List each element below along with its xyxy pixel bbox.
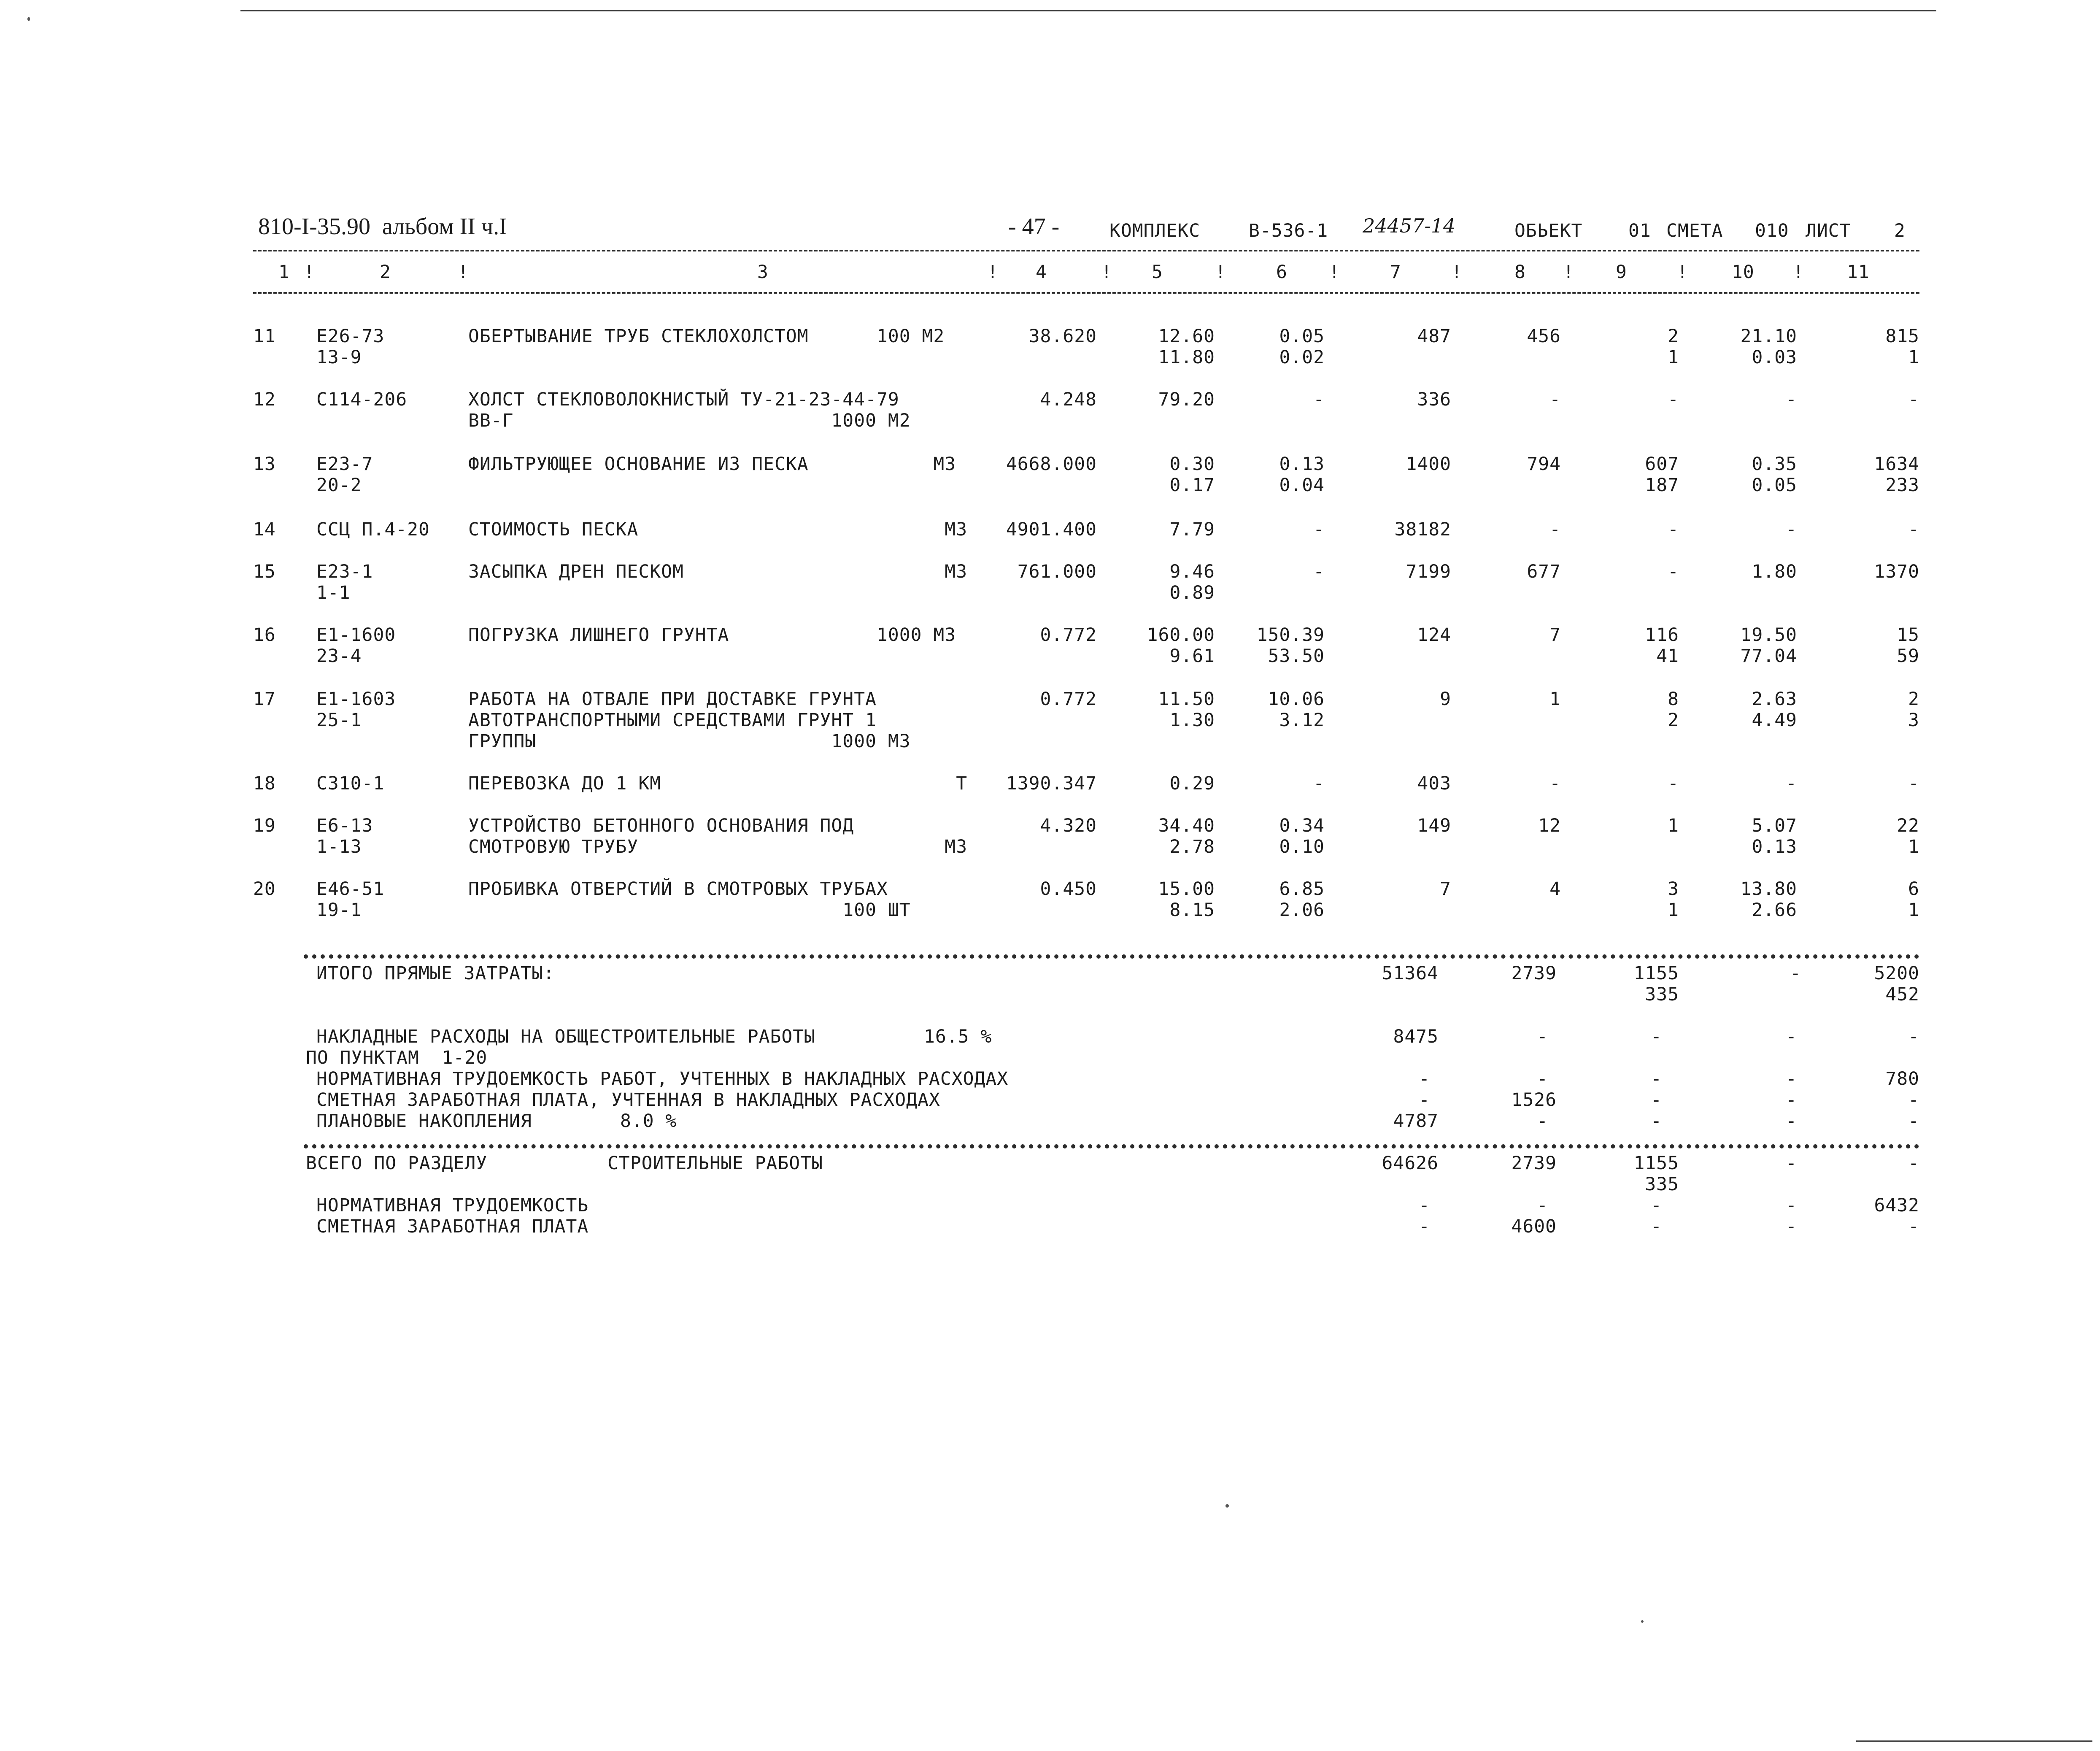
row-19-c9: 1 bbox=[1668, 815, 1679, 836]
section-name: СТРОИТЕЛЬНЫЕ РАБОТЫ bbox=[607, 1153, 823, 1174]
row-13-desc: ФИЛЬТРУЮЩЕЕ ОСНОВАНИЕ ИЗ ПЕСКА М3 bbox=[468, 454, 956, 475]
planned-label: ПЛАНОВЫЕ НАКОПЛЕНИЯ bbox=[316, 1111, 532, 1132]
row-17-code-1: Е1-1603 bbox=[316, 689, 396, 710]
row-15-c5-1: 9.46 bbox=[1169, 561, 1215, 582]
row-20-c5-2: 8.15 bbox=[1169, 900, 1215, 921]
section-c11: - bbox=[1908, 1153, 1919, 1174]
row-17-desc-3: ГРУППЫ 1000 М3 bbox=[468, 731, 911, 752]
row-13-c5-1: 0.30 bbox=[1169, 454, 1215, 475]
row-16-c10-1: 19.50 bbox=[1740, 624, 1797, 646]
overhead-c10: - bbox=[1786, 1026, 1797, 1047]
planned-c10: - bbox=[1786, 1111, 1797, 1132]
row-13-c11-1: 1634 bbox=[1874, 454, 1919, 475]
row-16-c6-2: 53.50 bbox=[1268, 646, 1325, 667]
row-11-c9-1: 2 bbox=[1668, 326, 1679, 347]
row-16-c11-2: 59 bbox=[1897, 646, 1919, 667]
row-17-c8: 1 bbox=[1549, 689, 1561, 710]
row-11-n: 11 bbox=[253, 326, 276, 347]
row-19-c6-1: 0.34 bbox=[1279, 815, 1325, 836]
row-17-c5-1: 11.50 bbox=[1158, 689, 1215, 710]
row-13-c10-1: 0.35 bbox=[1752, 454, 1797, 475]
direct-costs-c11a: 5200 bbox=[1874, 963, 1919, 984]
labor-overhead-c11: 780 bbox=[1885, 1068, 1919, 1089]
row-13-code-2: 20-2 bbox=[316, 475, 362, 496]
row-13-c6-1: 0.13 bbox=[1279, 454, 1325, 475]
section-c10: - bbox=[1786, 1153, 1797, 1174]
section-separator bbox=[304, 1144, 1919, 1148]
row-19-c11-2: 1 bbox=[1908, 836, 1919, 857]
col-header-11: 11 bbox=[1847, 262, 1870, 283]
row-15-c8: 677 bbox=[1527, 561, 1561, 582]
complex-value: В-536-1 bbox=[1249, 220, 1328, 241]
scan-top-line bbox=[240, 10, 1936, 11]
row-16-c7: 124 bbox=[1417, 624, 1451, 646]
row-20-c11-2: 1 bbox=[1908, 900, 1919, 921]
row-15-code-2: 1-1 bbox=[316, 582, 351, 603]
direct-costs-c8: 2739 bbox=[1511, 963, 1557, 984]
wage-overhead-c7: - bbox=[1419, 1089, 1430, 1111]
wage-label: СМЕТНАЯ ЗАРАБОТНАЯ ПЛАТА bbox=[316, 1216, 589, 1237]
row-12-c7: 336 bbox=[1417, 389, 1451, 410]
row-20-c6-2: 2.06 bbox=[1279, 900, 1325, 921]
row-19-c7: 149 bbox=[1417, 815, 1451, 836]
wage-overhead-c11: - bbox=[1908, 1089, 1919, 1111]
row-16-c6-1: 150.39 bbox=[1256, 624, 1325, 646]
estimate-value: 010 bbox=[1755, 220, 1789, 241]
row-16-c11-1: 15 bbox=[1897, 624, 1919, 646]
row-20-c5-1: 15.00 bbox=[1158, 878, 1215, 900]
row-16-code-1: Е1-1600 bbox=[316, 624, 396, 646]
row-18-c11: - bbox=[1908, 773, 1919, 794]
row-18-c10: - bbox=[1786, 773, 1797, 794]
section-c9a: 1155 bbox=[1633, 1153, 1679, 1174]
row-15-c9: - bbox=[1668, 561, 1679, 582]
row-15-c10: 1.80 bbox=[1752, 561, 1797, 582]
row-14-c10: - bbox=[1786, 519, 1797, 540]
sheet-label: ЛИСТ bbox=[1806, 220, 1851, 241]
row-16-desc: ПОГРУЗКА ЛИШНЕГО ГРУНТА 1000 М3 bbox=[468, 624, 956, 646]
row-20-c11-1: 6 bbox=[1908, 878, 1919, 900]
section-label: ВСЕГО ПО РАЗДЕЛУ bbox=[306, 1153, 488, 1174]
row-20-desc-1: ПРОБИВКА ОТВЕРСТИЙ В СМОТРОВЫХ ТРУБАХ bbox=[468, 878, 888, 900]
row-17-c10-1: 2.63 bbox=[1752, 689, 1797, 710]
col-header-5: 5 bbox=[1152, 262, 1163, 283]
row-19-n: 19 bbox=[253, 815, 276, 836]
row-14-c5: 7.79 bbox=[1169, 519, 1215, 540]
row-11-c7: 487 bbox=[1417, 326, 1451, 347]
col-header-7: 7 bbox=[1390, 262, 1401, 283]
row-11-c6-1: 0.05 bbox=[1279, 326, 1325, 347]
row-11-qty: 38.620 bbox=[1028, 326, 1097, 347]
row-19-c8: 12 bbox=[1538, 815, 1561, 836]
row-20-c10-2: 2.66 bbox=[1752, 900, 1797, 921]
row-13-n: 13 bbox=[253, 454, 276, 475]
row-19-c5-2: 2.78 bbox=[1169, 836, 1215, 857]
row-13-c6-2: 0.04 bbox=[1279, 475, 1325, 496]
row-11-code-2: 13-9 bbox=[316, 347, 362, 368]
labor-overhead-c8: - bbox=[1537, 1068, 1548, 1089]
row-16-code-2: 23-4 bbox=[316, 646, 362, 667]
row-15-qty: 761.000 bbox=[1017, 561, 1097, 582]
row-14-c11: - bbox=[1908, 519, 1919, 540]
row-15-c11: 1370 bbox=[1874, 561, 1919, 582]
row-20-n: 20 bbox=[253, 878, 276, 900]
row-19-qty: 4.320 bbox=[1040, 815, 1097, 836]
object-value: 01 bbox=[1628, 220, 1651, 241]
overhead-c11: - bbox=[1908, 1026, 1919, 1047]
overhead-c8: - bbox=[1537, 1026, 1548, 1047]
row-19-c6-2: 0.10 bbox=[1279, 836, 1325, 857]
row-17-c6-1: 10.06 bbox=[1268, 689, 1325, 710]
row-11-c10-2: 0.03 bbox=[1752, 347, 1797, 368]
row-13-c9-2: 187 bbox=[1645, 475, 1679, 496]
totals-separator bbox=[304, 954, 1919, 959]
col-header-9: 9 bbox=[1616, 262, 1627, 283]
row-16-c10-2: 77.04 bbox=[1740, 646, 1797, 667]
row-15-c7: 7199 bbox=[1406, 561, 1451, 582]
row-11-c11-2: 1 bbox=[1908, 347, 1919, 368]
row-20-c9-1: 3 bbox=[1668, 878, 1679, 900]
row-18-c9: - bbox=[1668, 773, 1679, 794]
direct-costs-c7: 51364 bbox=[1382, 963, 1439, 984]
row-13-c9-1: 607 bbox=[1645, 454, 1679, 475]
col-header-2: 2 bbox=[380, 262, 391, 283]
row-15-desc: ЗАСЫПКА ДРЕН ПЕСКОМ М3 bbox=[468, 561, 968, 582]
col-header-8: 8 bbox=[1514, 262, 1526, 283]
col-header-1: 1 bbox=[278, 262, 290, 283]
scan-speck bbox=[1641, 1620, 1644, 1623]
row-17-c6-2: 3.12 bbox=[1279, 710, 1325, 731]
row-14-c7: 38182 bbox=[1394, 519, 1451, 540]
labor-overhead-c7: - bbox=[1419, 1068, 1430, 1089]
row-19-c11-1: 22 bbox=[1897, 815, 1919, 836]
labor-c9: - bbox=[1651, 1195, 1662, 1216]
row-12-c9: - bbox=[1668, 389, 1679, 410]
row-20-desc-2: 100 ШТ bbox=[468, 900, 911, 921]
row-11-c9-2: 1 bbox=[1668, 347, 1679, 368]
document-reference: 810-I-35.90 альбом II ч.I bbox=[258, 213, 507, 240]
scan-speck bbox=[27, 17, 30, 21]
row-17-qty: 0.772 bbox=[1040, 689, 1097, 710]
row-16-c9-2: 41 bbox=[1656, 646, 1679, 667]
row-11-c10-1: 21.10 bbox=[1740, 326, 1797, 347]
col-header-10: 10 bbox=[1732, 262, 1754, 283]
labor-label: НОРМАТИВНАЯ ТРУДОЕМКОСТЬ bbox=[316, 1195, 589, 1216]
row-15-c5-2: 0.89 bbox=[1169, 582, 1215, 603]
row-12-qty: 4.248 bbox=[1040, 389, 1097, 410]
estimate-page: 810-I-35.90 альбом II ч.I - 47 - КОМПЛЕКС В-536-1 24457-14 ОБЬЕКТ 01 СМЕТА 010 ЛИСТ 2 1 2 3 4 5 6 7 8 9 10 11 ! ! ! ! ! ! ! ! ! ! 11 Е26-73 13-9 ОБЕРТЫВАНИЕ ТРУБ СТЕКЛОХОЛСТОМ 100 М2 38.620 12.60 11.80 0.05 0.02 487 456 2 1 21.10 0.03 815 1 12 С114-206 ХОЛСТ СТЕКЛОВОЛОКНИСТЫЙ ТУ-21-23-44-79 ВВ-Г 1000 М2 4.248 79.20 - 336 - - - - 13 Е23-7 20-2 ФИЛЬТРУЮЩЕЕ ОСНОВАНИЕ ИЗ ПЕСКА М3 4668.000 0.30 0.17 0.13 0.04 1400 794 607 187 0.35 0.05 1634 233 14 ССЦ П.4-20 СТОИМОСТЬ ПЕСКА М3 4901.400 7.79 - 38182 - - - - 15 Е23-1 1-1 ЗАСЫПКА ДРЕН ПЕСКОМ М3 761.000 9.46 0.89 - 7199 677 - 1.80 1370 16 Е1-1600 23-4 ПОГРУЗКА ЛИШНЕГО ГРУНТА 1000 М3 0.772 160.00 9.61 150.39 53.50 124 7 116 41 19.50 77.04 15 59 17 Е1-1603 25-1 РАБОТА НА ОТВАЛЕ ПРИ ДОСТАВКЕ ГРУНТА АВТОТРАНСПОРТНЫМИ СРЕДСТВАМИ ГРУНТ 1 ГРУППЫ 1000 М3 0.772 11.50 1.30 10.06 3.12 9 1 8 2 2.63 4.49 2 3 18 С310-1 ПЕРЕВОЗКА ДО 1 КМ Т 1390.347 0.29 - 403 - - - - 19 Е6-13 1-13 УСТРОЙСТВО БЕТОННОГО ОСНОВАНИЯ ПОД СМОТРОВУЮ ТРУБУ М3 4.320 34.40 2.78 0.34 0.10 149 12 1 5.07 0.13 22 1 20 Е46-51 19-1 ПРОБИВКА ОТВЕРСТИЙ В СМОТРОВЫХ ТРУБАХ 100 ШТ 0.450 15.00 8.15 6.85 2.06 7 4 3 1 13.80 2.66 6 1 ИТОГО ПРЯМЫЕ ЗАТРАТЫ: 51364 2739 1155 335 - 5200 452 НАКЛАДНЫЕ РАСХОДЫ НА ОБЩЕСТРОИТЕЛЬНЫЕ РАБОТЫ 16.5 % 8475 - - - - ПО ПУНКТАМ 1-20 НОРМАТИВНАЯ ТРУДОЕМКОСТЬ РАБОТ, УЧТЕННЫХ В НАКЛАДНЫХ РАСХОДАХ - - - - 780 СМЕТНАЯ ЗАРАБОТНАЯ ПЛАТА, УЧТЕННАЯ В НАКЛАДНЫХ РАСХОДАХ - 1526 - - - ПЛАНОВЫЕ НАКОПЛЕНИЯ 8.0 % 4787 - - - - ВСЕГО ПО РАЗДЕЛУ СТРОИТЕЛЬНЫЕ РАБОТЫ 64626 2739 1155 335 - - НОРМАТИВНАЯ ТРУДОЕМКОСТЬ - - - - 6432 СМЕТНАЯ ЗАРАБОТНАЯ ПЛАТА - 4600 - - - bbox=[0, 0, 2100, 1751]
row-11-c5-2: 11.80 bbox=[1158, 347, 1215, 368]
row-13-c8: 794 bbox=[1527, 454, 1561, 475]
row-20-qty: 0.450 bbox=[1040, 878, 1097, 900]
section-c8: 2739 bbox=[1511, 1153, 1557, 1174]
row-14-c6: - bbox=[1313, 519, 1325, 540]
labor-c10: - bbox=[1786, 1195, 1797, 1216]
row-17-desc-2: АВТОТРАНСПОРТНЫМИ СРЕДСТВАМИ ГРУНТ 1 bbox=[468, 710, 877, 731]
planned-c7: 4787 bbox=[1393, 1111, 1439, 1132]
direct-costs-c11b: 452 bbox=[1885, 984, 1919, 1005]
row-15-n: 15 bbox=[253, 561, 276, 582]
row-20-c8: 4 bbox=[1549, 878, 1561, 900]
row-14-code: ССЦ П.4-20 bbox=[316, 519, 430, 540]
row-17-c11-2: 3 bbox=[1908, 710, 1919, 731]
row-20-code-2: 19-1 bbox=[316, 900, 362, 921]
row-17-desc-1: РАБОТА НА ОТВАЛЕ ПРИ ДОСТАВКЕ ГРУНТА bbox=[468, 689, 877, 710]
col-header-6: 6 bbox=[1276, 262, 1288, 283]
section-c9b: 335 bbox=[1645, 1174, 1679, 1195]
row-15-code-1: Е23-1 bbox=[316, 561, 373, 582]
labor-overhead-label: НОРМАТИВНАЯ ТРУДОЕМКОСТЬ РАБОТ, УЧТЕННЫХ В НАКЛАДНЫХ РАСХОДАХ bbox=[316, 1068, 1009, 1089]
row-12-c8: - bbox=[1549, 389, 1561, 410]
row-16-n: 16 bbox=[253, 624, 276, 646]
row-15-c6: - bbox=[1313, 561, 1325, 582]
row-18-desc: ПЕРЕВОЗКА ДО 1 КМ Т bbox=[468, 773, 968, 794]
row-20-code-1: Е46-51 bbox=[316, 878, 385, 900]
row-19-desc-2: СМОТРОВУЮ ТРУБУ М3 bbox=[468, 836, 968, 857]
planned-rate: 8.0 % bbox=[620, 1111, 677, 1132]
direct-costs-c9a: 1155 bbox=[1633, 963, 1679, 984]
row-19-c10-2: 0.13 bbox=[1752, 836, 1797, 857]
points-range: ПО ПУНКТАМ 1-20 bbox=[306, 1047, 488, 1068]
wage-overhead-label: СМЕТНАЯ ЗАРАБОТНАЯ ПЛАТА, УЧТЕННАЯ В НАКЛАДНЫХ РАСХОДАХ bbox=[316, 1089, 940, 1111]
row-19-desc-1: УСТРОЙСТВО БЕТОННОГО ОСНОВАНИЯ ПОД bbox=[468, 815, 854, 836]
direct-costs-c10: - bbox=[1790, 963, 1801, 984]
planned-c11: - bbox=[1908, 1111, 1919, 1132]
row-13-c7: 1400 bbox=[1406, 454, 1451, 475]
wage-c11: - bbox=[1908, 1216, 1919, 1237]
planned-c8: - bbox=[1537, 1111, 1548, 1132]
row-20-c6-1: 6.85 bbox=[1279, 878, 1325, 900]
sheet-value: 2 bbox=[1894, 220, 1906, 241]
row-20-c7: 7 bbox=[1440, 878, 1451, 900]
row-20-c10-1: 13.80 bbox=[1740, 878, 1797, 900]
labor-c11: 6432 bbox=[1874, 1195, 1919, 1216]
row-11-desc: ОБЕРТЫВАНИЕ ТРУБ СТЕКЛОХОЛСТОМ 100 М2 bbox=[468, 326, 945, 347]
row-17-n: 17 bbox=[253, 689, 276, 710]
row-16-c9-1: 116 bbox=[1645, 624, 1679, 646]
complex-label: КОМПЛЕКС bbox=[1109, 220, 1201, 241]
section-c7: 64626 bbox=[1382, 1153, 1439, 1174]
row-14-c9: - bbox=[1668, 519, 1679, 540]
direct-costs-c9b: 335 bbox=[1645, 984, 1679, 1005]
row-16-qty: 0.772 bbox=[1040, 624, 1097, 646]
row-11-c6-2: 0.02 bbox=[1279, 347, 1325, 368]
wage-overhead-c8: 1526 bbox=[1511, 1089, 1557, 1111]
row-19-c5-1: 34.40 bbox=[1158, 815, 1215, 836]
wage-c8: 4600 bbox=[1511, 1216, 1557, 1237]
row-14-n: 14 bbox=[253, 519, 276, 540]
row-19-code-1: Е6-13 bbox=[316, 815, 373, 836]
labor-c8: - bbox=[1537, 1195, 1548, 1216]
header-rule-bottom bbox=[253, 292, 1919, 294]
labor-overhead-c10: - bbox=[1786, 1068, 1797, 1089]
col-header-4: 4 bbox=[1036, 262, 1047, 283]
row-14-qty: 4901.400 bbox=[1006, 519, 1097, 540]
row-13-c11-2: 233 bbox=[1885, 475, 1919, 496]
row-18-c5: 0.29 bbox=[1169, 773, 1215, 794]
row-12-c6: - bbox=[1313, 389, 1325, 410]
row-20-c9-2: 1 bbox=[1668, 900, 1679, 921]
row-12-c5: 79.20 bbox=[1158, 389, 1215, 410]
row-17-c7: 9 bbox=[1440, 689, 1451, 710]
row-19-c10-1: 5.07 bbox=[1752, 815, 1797, 836]
estimate-label: СМЕТА bbox=[1666, 220, 1723, 241]
row-18-code: С310-1 bbox=[316, 773, 385, 794]
page-number: - 47 - bbox=[1008, 213, 1060, 240]
planned-c9: - bbox=[1651, 1111, 1662, 1132]
row-11-c5-1: 12.60 bbox=[1158, 326, 1215, 347]
labor-overhead-c9: - bbox=[1651, 1068, 1662, 1089]
overhead-rate: 16.5 % bbox=[924, 1026, 992, 1047]
object-label: ОБЬЕКТ bbox=[1514, 220, 1583, 241]
scan-bottom-line bbox=[1856, 1740, 2092, 1742]
row-12-n: 12 bbox=[253, 389, 276, 410]
wage-c7: - bbox=[1419, 1216, 1430, 1237]
row-12-code: С114-206 bbox=[316, 389, 408, 410]
row-11-c8: 456 bbox=[1527, 326, 1561, 347]
labor-c7: - bbox=[1419, 1195, 1430, 1216]
handwritten-number: 24457-14 bbox=[1363, 214, 1456, 237]
row-17-c5-2: 1.30 bbox=[1169, 710, 1215, 731]
row-12-c10: - bbox=[1786, 389, 1797, 410]
overhead-c7: 8475 bbox=[1393, 1026, 1439, 1047]
col-header-3: 3 bbox=[757, 262, 769, 283]
row-17-c9-1: 8 bbox=[1668, 689, 1679, 710]
scan-speck bbox=[1225, 1504, 1229, 1508]
header-rule-top bbox=[253, 250, 1919, 251]
row-12-desc-2: ВВ-Г 1000 М2 bbox=[468, 410, 911, 431]
row-17-code-2: 25-1 bbox=[316, 710, 362, 731]
row-17-c11-1: 2 bbox=[1908, 689, 1919, 710]
row-18-c6: - bbox=[1313, 773, 1325, 794]
row-14-c8: - bbox=[1549, 519, 1561, 540]
row-13-code-1: Е23-7 bbox=[316, 454, 373, 475]
row-17-c10-2: 4.49 bbox=[1752, 710, 1797, 731]
direct-costs-label: ИТОГО ПРЯМЫЕ ЗАТРАТЫ: bbox=[316, 963, 555, 984]
row-14-desc: СТОИМОСТЬ ПЕСКА М3 bbox=[468, 519, 968, 540]
row-11-c11-1: 815 bbox=[1885, 326, 1919, 347]
wage-overhead-c10: - bbox=[1786, 1089, 1797, 1111]
row-13-c5-2: 0.17 bbox=[1169, 475, 1215, 496]
row-16-c5-1: 160.00 bbox=[1147, 624, 1215, 646]
row-17-c9-2: 2 bbox=[1668, 710, 1679, 731]
row-18-qty: 1390.347 bbox=[1006, 773, 1097, 794]
row-13-c10-2: 0.05 bbox=[1752, 475, 1797, 496]
row-18-n: 18 bbox=[253, 773, 276, 794]
row-18-c7: 403 bbox=[1417, 773, 1451, 794]
row-11-code-1: Е26-73 bbox=[316, 326, 385, 347]
row-16-c5-2: 9.61 bbox=[1169, 646, 1215, 667]
overhead-label: НАКЛАДНЫЕ РАСХОДЫ НА ОБЩЕСТРОИТЕЛЬНЫЕ РАБОТЫ bbox=[316, 1026, 816, 1047]
row-12-desc-1: ХОЛСТ СТЕКЛОВОЛОКНИСТЫЙ ТУ-21-23-44-79 bbox=[468, 389, 899, 410]
overhead-c9: - bbox=[1651, 1026, 1662, 1047]
wage-overhead-c9: - bbox=[1651, 1089, 1662, 1111]
row-19-code-2: 1-13 bbox=[316, 836, 362, 857]
row-16-c8: 7 bbox=[1549, 624, 1561, 646]
wage-c10: - bbox=[1786, 1216, 1797, 1237]
row-12-c11: - bbox=[1908, 389, 1919, 410]
row-13-qty: 4668.000 bbox=[1006, 454, 1097, 475]
wage-c9: - bbox=[1651, 1216, 1662, 1237]
row-18-c8: - bbox=[1549, 773, 1561, 794]
